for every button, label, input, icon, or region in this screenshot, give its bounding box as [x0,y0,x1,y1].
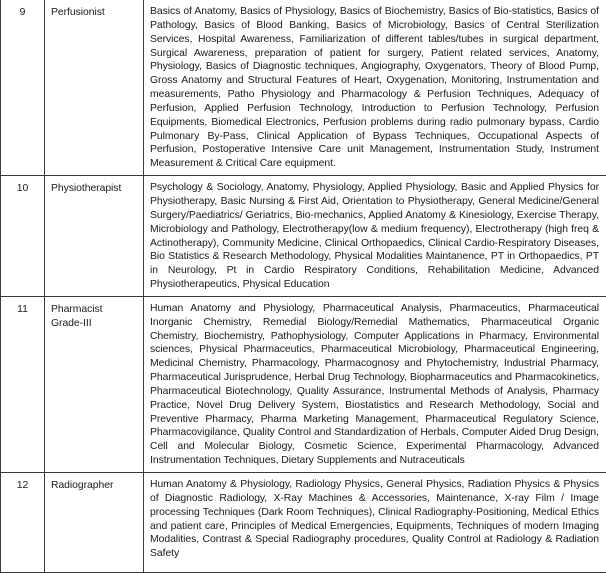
post-name: Radiographer [51,479,137,493]
syllabus-cell: Basics of Anatomy, Basics of Physiology, Basics of Biochemistry, Basics of Bio-statistics, Basics of Pathology, Basics of Blood Banking, Basics of Microbiology, Basics of Central Sterilization Services, Hospital Awareness, Familiarization of different tables/tubes in surgical department, Surgical Awareness, preparation of patient for surgery, Patient related services, Anatomy, Physiology, Basics of Diagnostic techniques, Angiography, Oxygenators, Theory of Blood Pump, Gross Anatomy and Structural Features of Heart, Oxygenation, Monitoring, Instrumentation and measurements, Patho Physiology and Pharmacology & Perfusion Techniques, Adequacy of Perfusion, Applied Perfusion Technology, Introduction to Perfusion Technology, Perfusion Equipments, Biomedical Electronics, Perfusion problems during radio pulmonary bypass, Cardio Pulmonary By-Pass, Clinical Application of Bypass Techniques, Occupational Aspects of Perfusion, Postoperative Intensive Care unit Management, Instrumentation Study, Instrument Measurement & Critical Care equipment. [144,0,606,176]
post-name-cell [45,0,144,176]
syllabus-cell: Human Anatomy and Physiology, Pharmaceutical Analysis, Pharmaceutics, Pharmaceutical Inorganic Chemistry, Remedial Biology/Remedial Mathematics, Pharmaceutical Organic Chemistry, Biochemistry, Pathophysiology, Computer Applications in Pharmacy, Environmental sciences, Physical Pharmaceutics, Pharmaceutical Microbiology, Pharmaceutical Engineering, Medicinal Chemistry, Pharmacology, Pharmacognosy and Phytochemistry, Industrial Pharmacy, Pharmaceutical Jurisprudence, Herbal Drug Technology, Biopharmaceutics and Pharmacokinetics, Pharmaceutical Biotechnology, Quality Assurance, Instrumental Methods of Analysis, Pharmacy Practice, Novel Drug Delivery System, Biostatistics and Research Methodology, Social and Preventive Pharmacy, Pharma Marketing Management, Pharmaceutical Regulatory Science, Pharmacovigilance, Quality Control and Standardization of Herbals, Computer Aided Drug Design, Cell and Molecular Biology, Cosmetic Science, Experimental Pharmacology, Advanced Instrumentation Techniques, Dietary Supplements and Nutraceuticals [144,296,606,472]
post-name-cell [45,473,144,573]
post-name: Pharmacist Grade-III [51,303,137,331]
post-name-cell [45,176,144,297]
syllabus-cell: Psychology & Sociology, Anatomy, Physiology, Applied Physiology, Basic and Applied Physics for Physiotherapy, Basic Nursing & First Aid, Orientation to Physiotherapy, General Medicine/General Surgery/Paediatrics/ Geriatrics, Bio-mechanics, Applied Anatomy & Kinesiology, Exercise Therapy, Microbiology and Pathology, Electrotherapy(low & medium frequency), Electrotherapy (high freq & Actinotherapy), Community Medicine, Clinical Orthopaedics, Clinical Cardio-Respiratory Diseases, Bio Statistics & Research Methodology, Physical Modalities Maintanence, PT in Orthopaedics, PT in Neurology, Pt in Cardio Respiratory Conditions, Rehabilitation Medicine, Advanced Physiotherapeutics, Physical Education [144,176,606,297]
table-row [1,0,606,176]
serial-number-cell: 10 [1,176,45,297]
table-row [1,296,606,472]
post-name: Perfusionist [51,6,137,20]
table-row [1,176,606,297]
table-row [1,473,606,573]
serial-number-cell: 11 [1,296,45,472]
post-name-cell [45,296,144,472]
serial-number-cell: 9 [1,0,45,176]
syllabus-cell: Human Anatomy & Physiology, Radiology Physics, General Physics, Radiation Physics & Physics of Diagnostic Radiology, X-Ray Machines & Accessories, Maintenance, X-ray Film / Image processing Techniques (Dark Room Techniques), Clinical Radiography-Positioning, Medical Ethics and patient care, Principles of Medical Emergencies, Equipments, Techniques of modern Imaging Modalities, Contrast & Special Radiography procedures, Quality Control at Radiology & Radiation Safety [144,473,606,573]
serial-number-cell: 12 [1,473,45,573]
post-name: Physiotherapist [51,182,137,196]
